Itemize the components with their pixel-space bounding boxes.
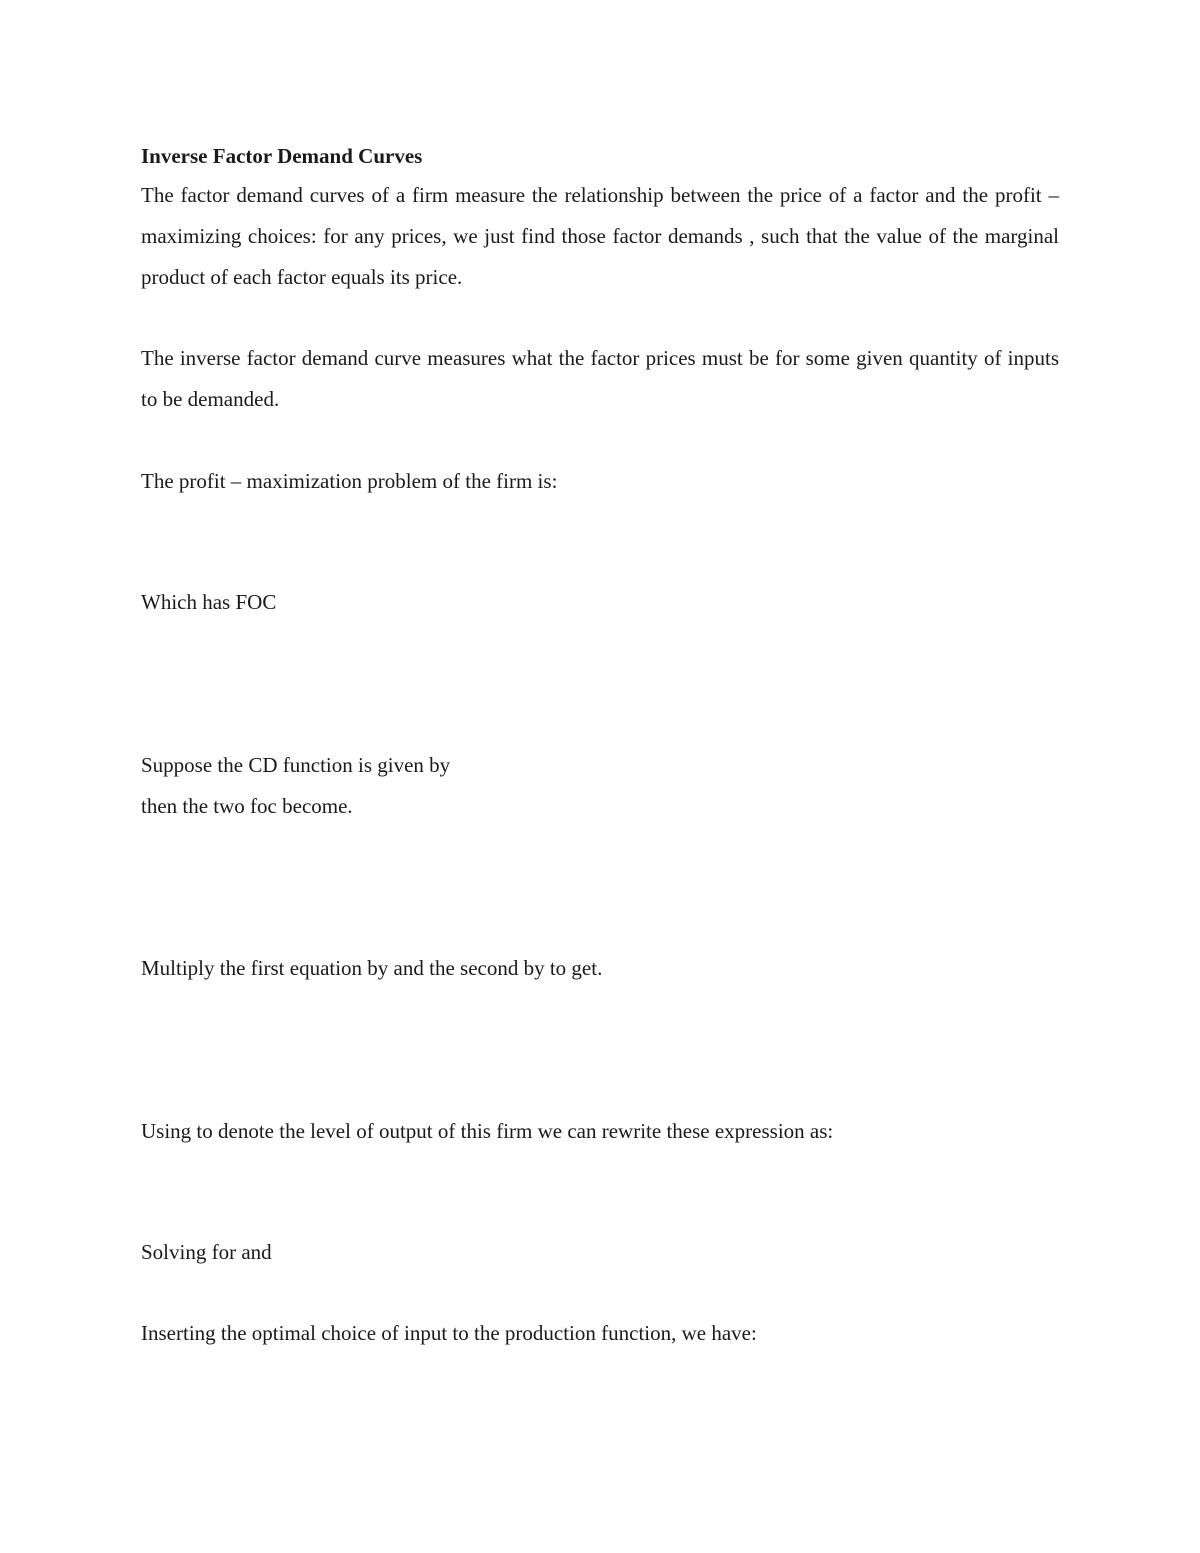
text-profit-problem: The profit – maximization problem of the firm is: bbox=[141, 469, 558, 493]
text-two-foc: then the two foc become. bbox=[141, 794, 353, 818]
paragraph-factor-demand: The factor demand curves of a firm measure the relationship between the price of a factor and the profit – maximizing choices: for any prices, we just find those factor demands , such that the value of the marginal product of each factor equals its price. bbox=[141, 183, 1059, 289]
text-inserting-choice: Inserting the optimal choice of input to the production function, we have: bbox=[141, 1321, 757, 1345]
paragraph-inverse-demand: The inverse factor demand curve measures what the factor prices must be for some given quantity of inputs to be demanded. bbox=[141, 346, 1059, 411]
document-title: Inverse Factor Demand Curves bbox=[141, 144, 423, 168]
text-cd-function: Suppose the CD function is given by bbox=[141, 753, 451, 777]
text-solving-for: Solving for and bbox=[141, 1240, 272, 1264]
text-which-has-foc: Which has FOC bbox=[141, 590, 277, 614]
text-using-output: Using to denote the level of output of this firm we can rewrite these expression as: bbox=[141, 1119, 834, 1143]
text-multiply: Multiply the first equation by and the second by to get. bbox=[141, 956, 603, 980]
